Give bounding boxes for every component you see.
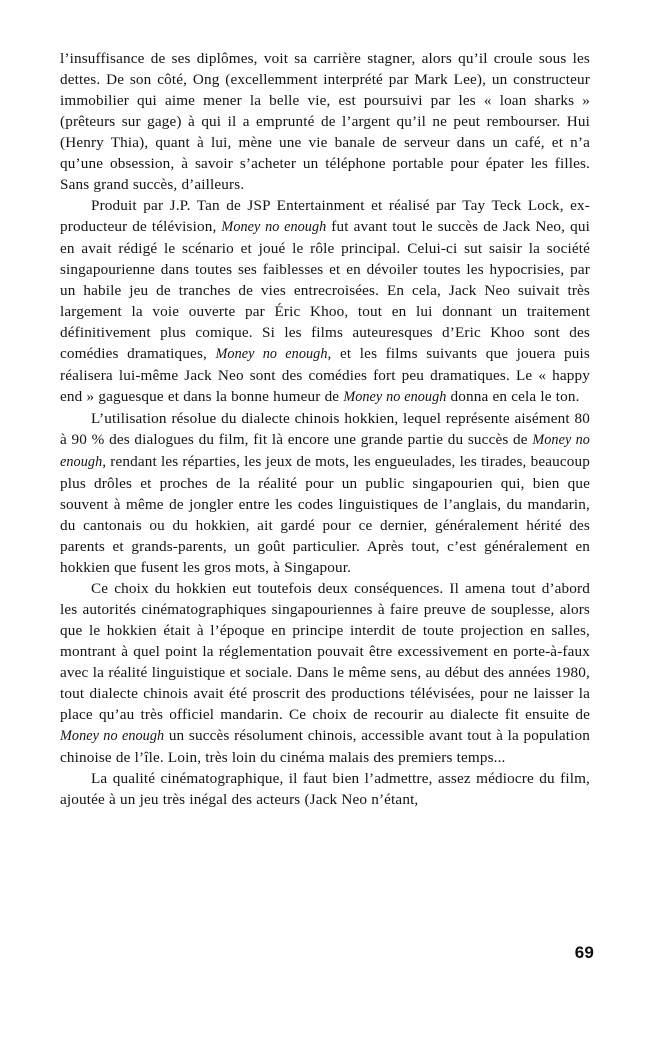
- film-title-italic: Money no enough: [215, 346, 328, 362]
- film-title-italic: Money no enough: [60, 432, 590, 470]
- paragraph: l’insuffisance de ses diplômes, voit sa carrière stagner, alors qu’il croule sous les dettes. De son côté, Ong (excellemment interprété par Mark Lee), un constructeur immobilier qui aime mener la belle vie, est poursuivi par les « loan sharks » (prêteurs sur gage) à qui il a emprunté de l’argent qu’il ne peut rembourser. Hui (Henry Thia), quant à lui, mène une vie banale de serveur dans un café, et n’a qu’une obsession, à savoir s’acheter un téléphone portable pour épater les filles. Sans grand succès, d’ailleurs.: [60, 50, 590, 193]
- paragraph: La qualité cinématographique, il faut bien l’admettre, assez médiocre du film, ajoutée à un jeu très inégal des acteurs (Jack Neo n’étant,: [60, 770, 590, 808]
- paragraph: Produit par J.P. Tan de JSP Entertainment et réalisé par Tay Teck Lock, ex-producteur de télévision, Money no enough fut avant tout le succès de Jack Neo, qui en avait rédigé le scénario et joué le rôle principal. Celui-ci sut saisir la société singapourienne dans toutes ses faiblesses et en dévoiler toutes les hypocrisies, par un habile jeu de tranches de vies entrecroisées. En cela, Jack Neo suivait très largement la voie ouverte par Éric Khoo, tout en lui donnant un traitement définitivement plus comique. Si les films auteuresques d’Eric Khoo sont des comédies dramatiques, Money no enough, et les films suivants que jouera puis réalisera lui-même Jack Neo sont des comédies fort peu dramatiques. Le « happy end » gaguesque et dans la bonne humeur de Money no enough donna en cela le ton.: [60, 197, 590, 405]
- film-title-italic: Money no enough: [221, 219, 327, 235]
- film-title-italic: Money no enough: [60, 728, 165, 744]
- paragraph: L’utilisation résolue du dialecte chinois hokkien, lequel représente aisément 80 à 90 % des dialogues du film, fit là encore une grande partie du succès de Money no enough, rendant les réparties, les jeux de mots, les engueulades, les tirades, beaucoup plus drôles et proches de la réalité pour un public singapourien qui, bien que souvent à même de jongler entre les codes linguistiques de l’anglais, du mandarin, du cantonais ou du hokkien, ait gardé pour ce dernier, généralement hérité des parents et grands-parents, un goût particulier. Après tout, c’est généralement en hokkien que fusent les gros mots, à Singapour.: [60, 410, 591, 576]
- page-number: 69: [574, 943, 594, 962]
- film-title-italic: Money no enough: [343, 389, 447, 405]
- body-text-block: [60, 48, 590, 810]
- paragraph: Ce choix du hokkien eut toutefois deux conséquences. Il amena tout d’abord les autorités cinématographiques singapouriennes à faire preuve de souplesse, alors que le hokkien était à l’époque en principe interdit de toute projection en salles, montrant à quel point la réglementation pouvait être excessivement en porte-à-faux avec la réalité linguistique et sociale. Dans le même sens, au début des années 1980, tout dialecte chinois avait été proscrit des productions télévisées, pour ne laisser la place qu’au très officiel mandarin. Ce choix de recourir au dialecte fit ensuite de Money no enough un succès résolument chinois, accessible avant tout à la population chinoise de l’île. Loin, très loin du cinéma malais des premiers temps...: [60, 580, 590, 766]
